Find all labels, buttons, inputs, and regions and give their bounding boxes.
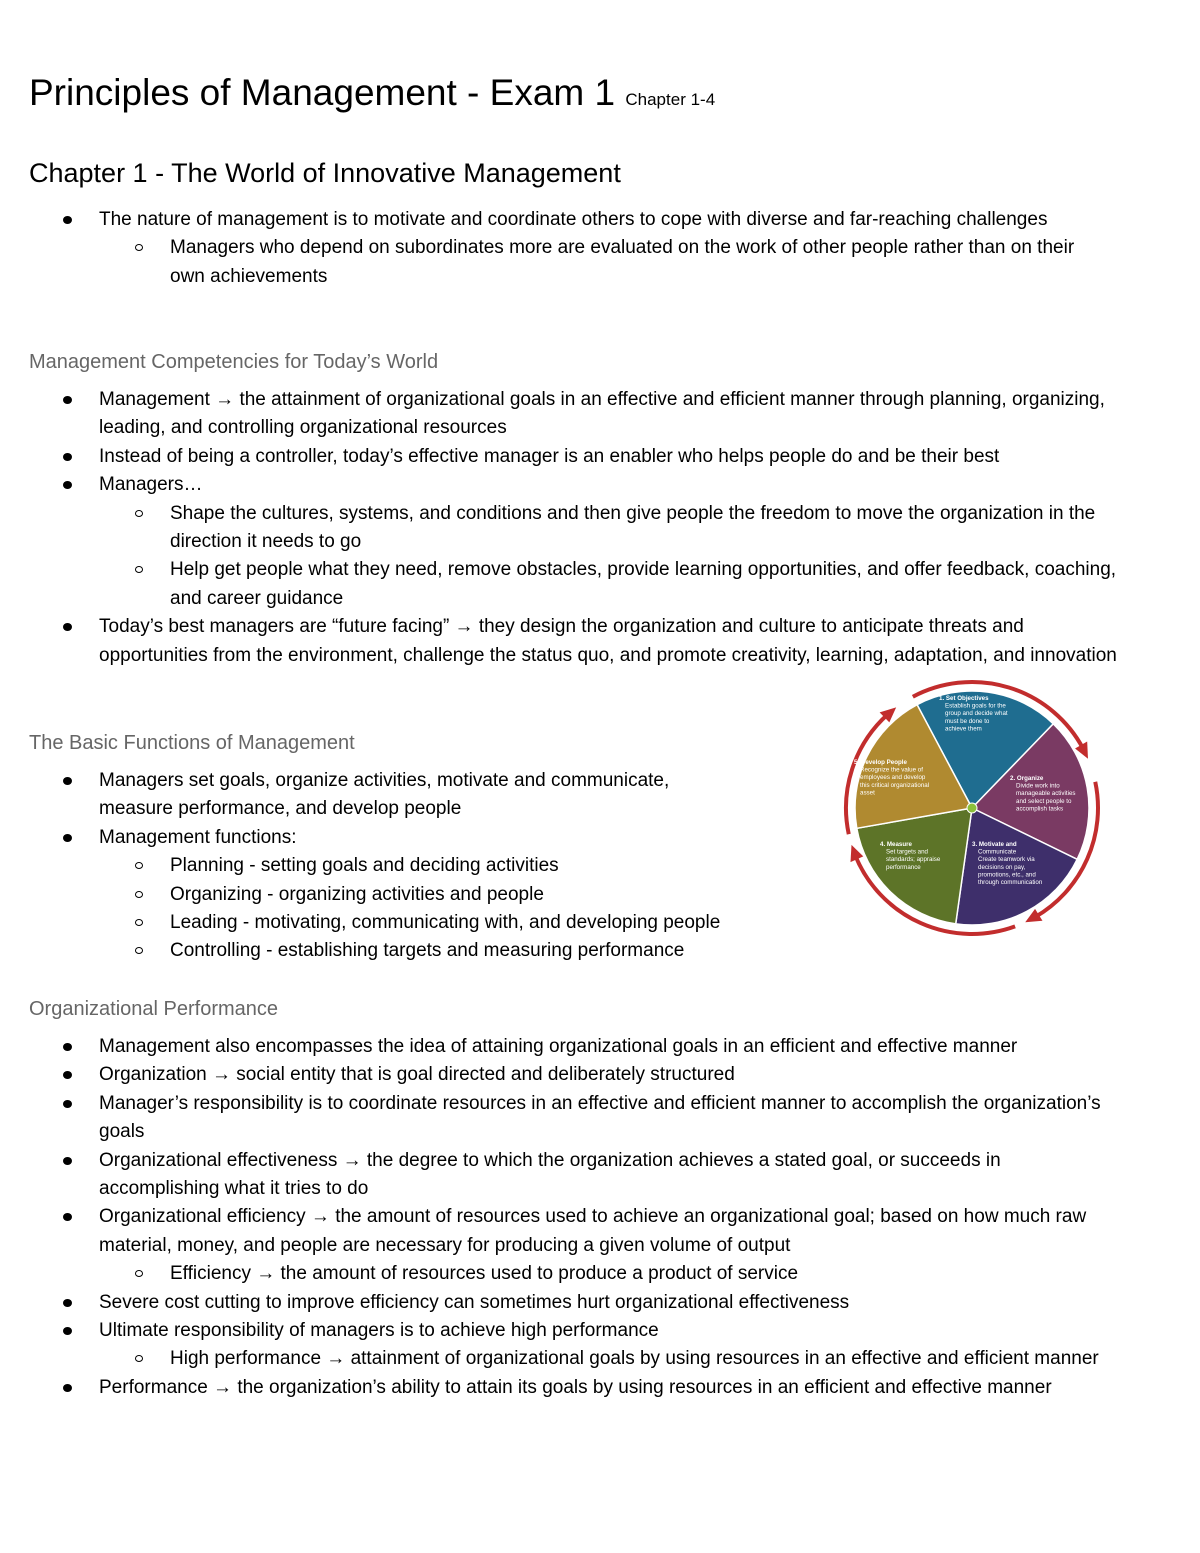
sub-list-item: Efficiency → the amount of resources used to produce a product of service bbox=[0, 1260, 1105, 1288]
list-item: Organizational efficiency → the amount of resources used to achieve an organizational goal; based on how much raw material, money, and people are necessary for producing a given volume of output bbox=[0, 1203, 1105, 1260]
list-item: Today’s best managers are “future facing” → they design the organization and culture to anticipate threats and opportunities from the environment, challenge the status quo, and promote creativity, learning, adaptation, and innovation bbox=[0, 613, 1125, 670]
sub-list-item: Planning - setting goals and deciding activities bbox=[0, 852, 745, 880]
sub-list-item: Help get people what they need, remove obstacles, provide learning opportunities, and offer feedback, coaching, and career guidance bbox=[0, 556, 1125, 613]
sub-list-item: Controlling - establishing targets and measuring performance bbox=[0, 937, 745, 965]
management-cycle-svg bbox=[842, 678, 1106, 940]
list-item: Management functions: bbox=[0, 824, 745, 852]
list-item: Managers… bbox=[0, 471, 1125, 499]
cycle-segment-label: 3. Motivate and Communicate Create teamwork via decisions on pay, promotions, etc., and through communication bbox=[972, 841, 1043, 886]
list-item: Instead of being a controller, today’s effective manager is an enabler who helps people do and be their best bbox=[0, 443, 1125, 471]
competencies-list bbox=[0, 386, 1125, 670]
title-chapter-range: Chapter 1-4 bbox=[625, 90, 716, 109]
list-item: Managers set goals, organize activities, motivate and communicate, measure performance, and develop people bbox=[0, 767, 745, 824]
competencies-heading: Management Competencies for Today’s World bbox=[29, 351, 439, 373]
list-item: The nature of management is to motivate and coordinate others to cope with diverse and far-reaching challenges bbox=[0, 206, 1100, 234]
sub-list-item: Shape the cultures, systems, and conditions and then give people the freedom to move the organization in the direction it needs to go bbox=[0, 500, 1125, 557]
cycle-segment-label: 1. Set Objectives Establish goals for the group and decide what must be done to achieve them bbox=[939, 695, 1008, 733]
list-item: Organizational effectiveness → the degree to which the organization achieves a stated goal, or succeeds in accomplishing what it tries to do bbox=[0, 1147, 1105, 1204]
list-item: Severe cost cutting to improve efficiency can sometimes hurt organizational effectiveness bbox=[0, 1289, 1105, 1317]
performance-list bbox=[0, 1033, 1105, 1402]
performance-heading: Organizational Performance bbox=[29, 998, 279, 1020]
list-item: Manager’s responsibility is to coordinate resources in an effective and efficient manner to accomplish the organization’s goals bbox=[0, 1090, 1105, 1147]
list-item: Management → the attainment of organizational goals in an effective and efficient manner through planning, organizing, leading, and controlling organizational resources bbox=[0, 386, 1125, 443]
cycle-segment-label: 2. Organize Divide work into manageable activities and select people to accomplish tasks bbox=[1010, 775, 1076, 813]
title-text: Principles of Management - Exam 1 bbox=[29, 72, 616, 113]
cycle-segment-label: 5. Develop People Recognize the value of employees and develop this critical organizational asset bbox=[854, 759, 930, 797]
list-item: Performance → the organization’s ability to attain its goals by using resources in an efficient and effective manner bbox=[0, 1374, 1105, 1402]
list-item: Management also encompasses the idea of attaining organizational goals in an efficient and effective manner bbox=[0, 1033, 1105, 1061]
list-item: Organization → social entity that is goal directed and deliberately structured bbox=[0, 1061, 1105, 1089]
sub-list-item: High performance → attainment of organizational goals by using resources in an effective and efficient manner bbox=[0, 1345, 1105, 1373]
cycle-center-dot bbox=[967, 803, 977, 813]
list-item: Ultimate responsibility of managers is to achieve high performance bbox=[0, 1317, 1105, 1345]
functions-heading: The Basic Functions of Management bbox=[29, 732, 355, 754]
sub-list-item: Organizing - organizing activities and people bbox=[0, 881, 745, 909]
management-cycle-diagram bbox=[842, 678, 1106, 940]
chapter-heading: Chapter 1 - The World of Innovative Management bbox=[29, 158, 621, 188]
functions-list bbox=[0, 767, 745, 966]
sub-list-item: Leading - motivating, communicating with, and developing people bbox=[0, 909, 745, 937]
cycle-segment-label: 4. Measure Set targets and standards; appraise performance bbox=[880, 841, 941, 871]
document-title bbox=[29, 70, 715, 123]
intro-list bbox=[0, 206, 1100, 291]
sub-list-item: Managers who depend on subordinates more are evaluated on the work of other people rather than on their own achievements bbox=[0, 234, 1100, 291]
